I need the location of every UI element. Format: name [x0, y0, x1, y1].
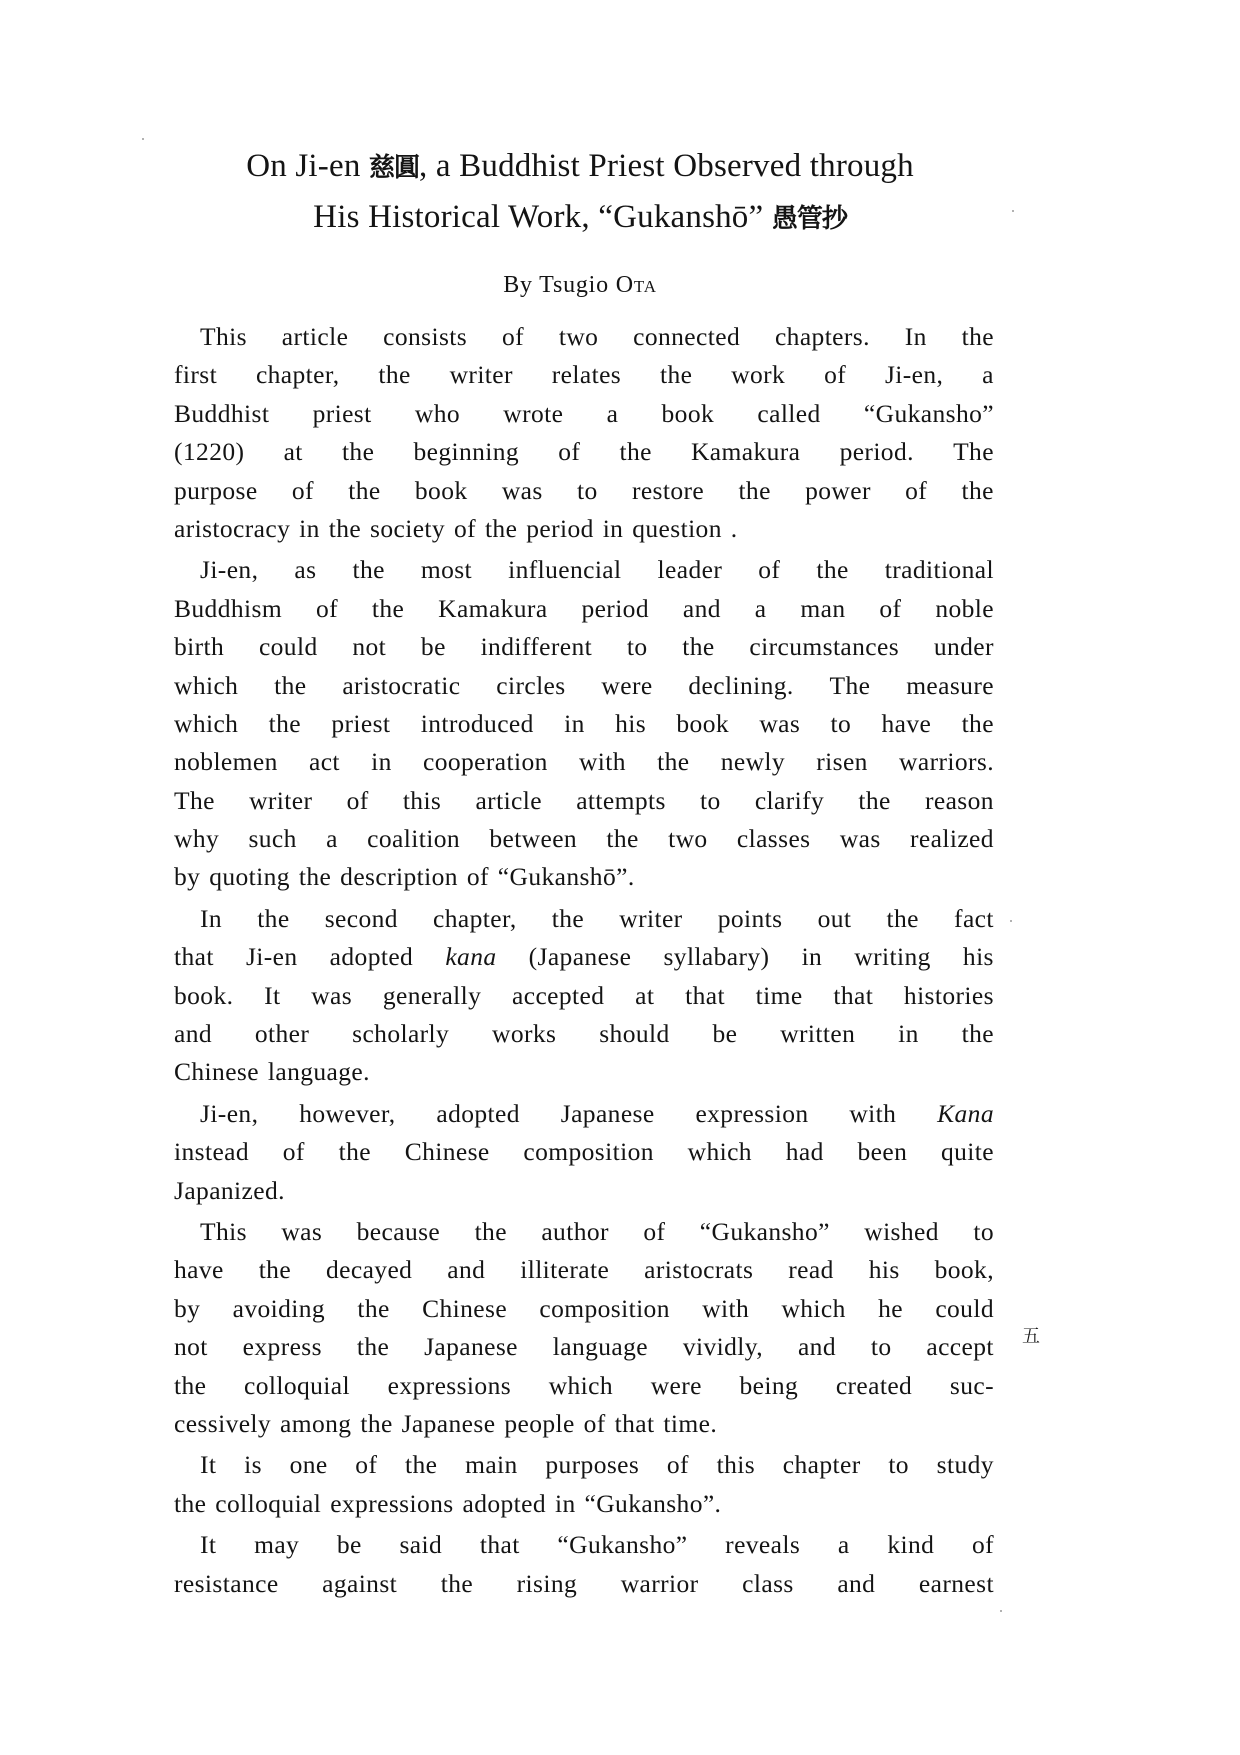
- text-line: noblemen act in cooperation with the newly risen warriors.: [174, 747, 994, 777]
- text-line: the colloquial expressions adopted in “Gukansho”.: [174, 1488, 722, 1518]
- text-line: the colloquial expressions which were being created suc-: [174, 1370, 994, 1400]
- scan-speck: [1000, 1610, 1002, 1612]
- text-line: aristocracy in the society of the period in question .: [174, 513, 738, 543]
- text-line: book. It was generally accepted at that time that histories: [174, 980, 994, 1010]
- author-surname: Ota: [615, 272, 657, 298]
- title-line-2: [150, 193, 1010, 244]
- text-line: not express the Japanese language vividly, and to accept: [174, 1332, 994, 1362]
- text-line: purpose of the book was to restore the power of the: [174, 475, 994, 505]
- text-line: Ji-en, as the most influencial leader of the traditional: [200, 555, 994, 585]
- text-line: that Ji-en adopted kana (Japanese syllabary) in writing his: [174, 942, 994, 972]
- title-line-1: [150, 142, 1010, 193]
- text-line: birth could not be indifferent to the circumstances under: [174, 632, 994, 662]
- text-line: Japanized.: [174, 1175, 285, 1205]
- text-line: by avoiding the Chinese composition with which he could: [174, 1293, 994, 1323]
- text-line: which the aristocratic circles were declining. The measure: [174, 670, 994, 700]
- author-byline: [150, 268, 1010, 302]
- text-line: resistance against the rising warrior class and earnest: [174, 1568, 994, 1598]
- text-line: This article consists of two connected chapters. In the: [200, 322, 994, 351]
- title-text: , a Buddhist Priest Observed through: [418, 148, 914, 184]
- title-kanji-jien: 慈圓: [368, 153, 419, 183]
- text-line: It is one of the main purposes of this chapter to study: [200, 1450, 994, 1480]
- text-line: have the decayed and illiterate aristocrats read his book,: [174, 1255, 994, 1285]
- text-line: Chinese language.: [174, 1057, 370, 1087]
- text-line: first chapter, the writer relates the work of Ji-en, a: [174, 360, 994, 390]
- text-line: instead of the Chinese composition which had been quite: [174, 1137, 994, 1167]
- title-text: His Historical Work, “Gukanshō”: [313, 199, 772, 235]
- article-title: [150, 142, 1010, 244]
- title-text: On Ji-en: [246, 148, 369, 184]
- text-line: This was because the author of “Gukansho” wished to: [200, 1216, 994, 1246]
- text-line: The writer of this article attempts to clarify the reason: [174, 785, 994, 815]
- text-line: It may be said that “Gukansho” reveals a kind of: [200, 1530, 994, 1560]
- text-line: cessively among the Japanese people of that time.: [174, 1408, 718, 1438]
- page-number-marker: 五: [1022, 1326, 1040, 1347]
- text-line: why such a coalition between the two classes was realized: [174, 824, 994, 854]
- text-line: In the second chapter, the writer points out the fact: [200, 903, 994, 933]
- text-line: which the priest introduced in his book was to have the: [174, 708, 994, 738]
- scan-speck: [1010, 920, 1012, 922]
- scan-speck: [142, 138, 144, 140]
- author-prefix: By Tsugio: [503, 272, 616, 298]
- text-line: Buddhism of the Kamakura period and a man of noble: [174, 593, 994, 623]
- text-line: Ji-en, however, adopted Japanese expression with Kana: [200, 1098, 994, 1128]
- scan-speck: [1012, 210, 1014, 212]
- text-line: and other scholarly works should be written in the: [174, 1019, 994, 1049]
- title-kanji-gukansho: 愚管抄: [771, 204, 847, 234]
- text-line: by quoting the description of “Gukanshō”.: [174, 862, 635, 892]
- article-abstract: [174, 318, 994, 1606]
- text-line: Buddhist priest who wrote a book called “Gukansho”: [174, 398, 994, 428]
- text-line: (1220) at the beginning of the Kamakura period. The: [174, 437, 994, 467]
